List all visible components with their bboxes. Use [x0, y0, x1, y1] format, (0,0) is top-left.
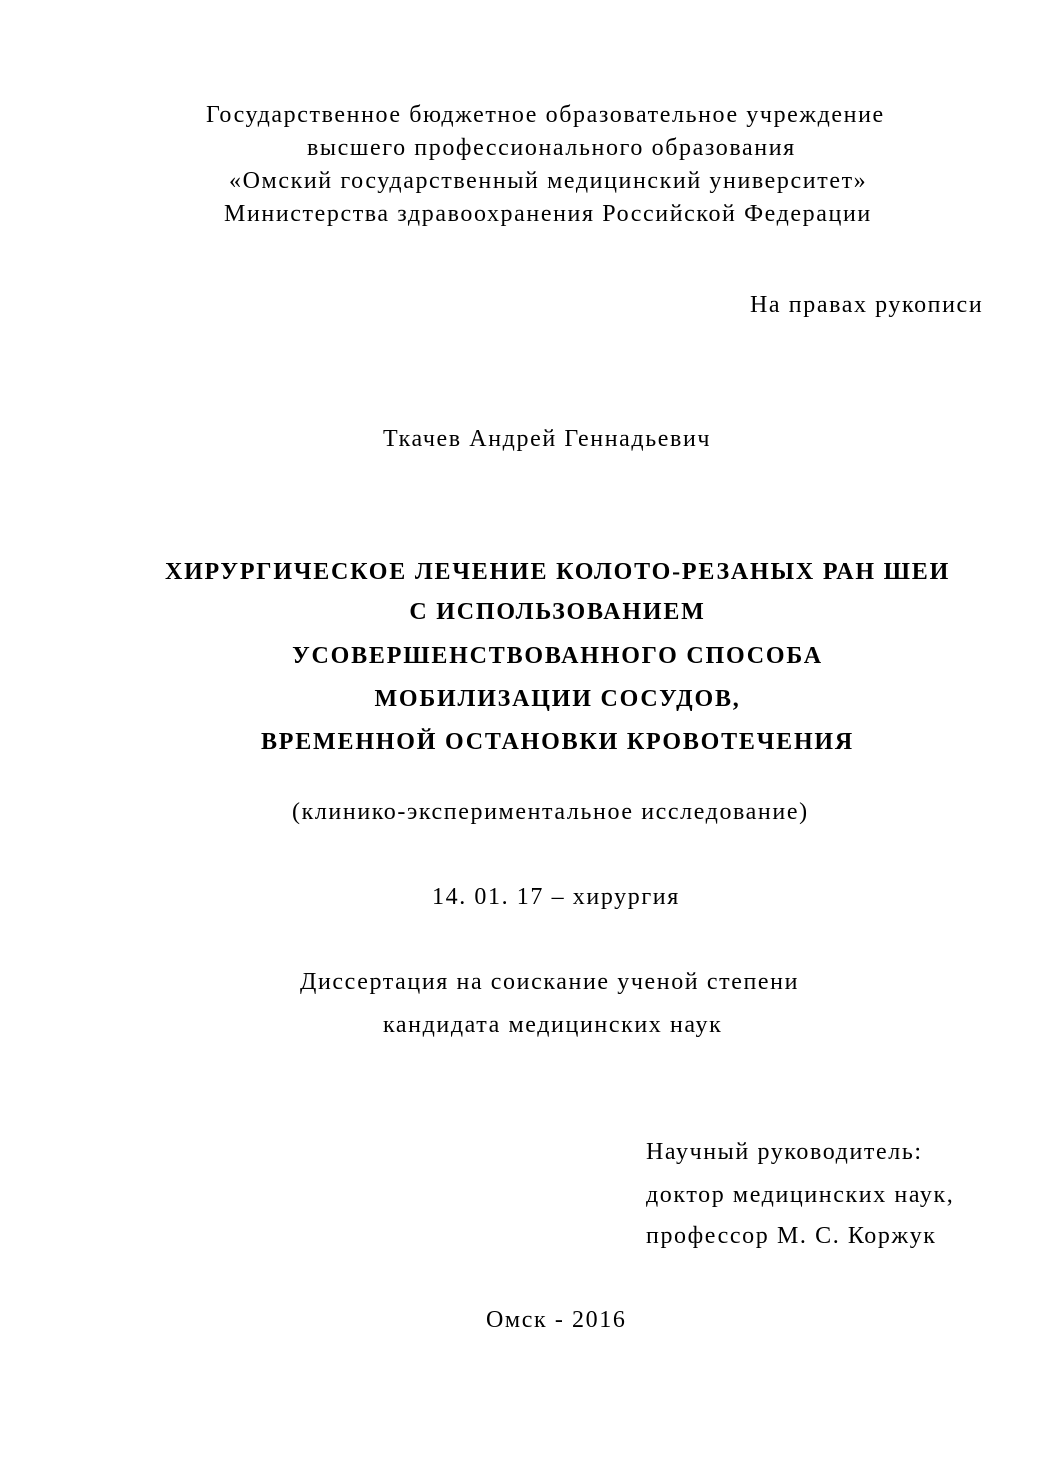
institution-line-1: Государственное бюджетное образовательное учреждение	[206, 102, 885, 128]
degree-line-2: кандидата медицинских наук	[383, 1012, 723, 1038]
institution-line-2: высшего профессионального образования	[307, 135, 796, 161]
city-year: Омск - 2016	[486, 1307, 627, 1333]
dissertation-title-line-3: УСОВЕРШЕНСТВОВАННОГО СПОСОБА	[292, 643, 823, 669]
degree-line-1: Диссертация на соискание ученой степени	[300, 969, 800, 995]
supervisor-degree: доктор медицинских наук,	[646, 1182, 955, 1208]
author-name: Ткачев Андрей Геннадьевич	[383, 426, 712, 452]
dissertation-title-line-2: С ИСПОЛЬЗОВАНИЕМ	[409, 599, 706, 625]
manuscript-note: На правах рукописи	[750, 292, 984, 318]
supervisor-name: профессор М. С. Коржук	[646, 1223, 937, 1249]
dissertation-title-line-1: ХИРУРГИЧЕСКОЕ ЛЕЧЕНИЕ КОЛОТО-РЕЗАНЫХ РАН ШЕИ	[164, 559, 951, 585]
study-type: (клинико-экспериментальное исследование)	[292, 799, 809, 825]
specialty-code: 14. 01. 17 – хирургия	[432, 884, 680, 910]
institution-line-4: Министерства здравоохранения Российской Федерации	[224, 201, 872, 227]
institution-line-3: «Омский государственный медицинский университет»	[229, 168, 868, 194]
dissertation-title-line-4: МОБИЛИЗАЦИИ СОСУДОВ,	[374, 686, 741, 712]
dissertation-title-line-5: ВРЕМЕННОЙ ОСТАНОВКИ КРОВОТЕЧЕНИЯ	[260, 729, 855, 755]
supervisor-label: Научный руководитель:	[646, 1139, 923, 1165]
